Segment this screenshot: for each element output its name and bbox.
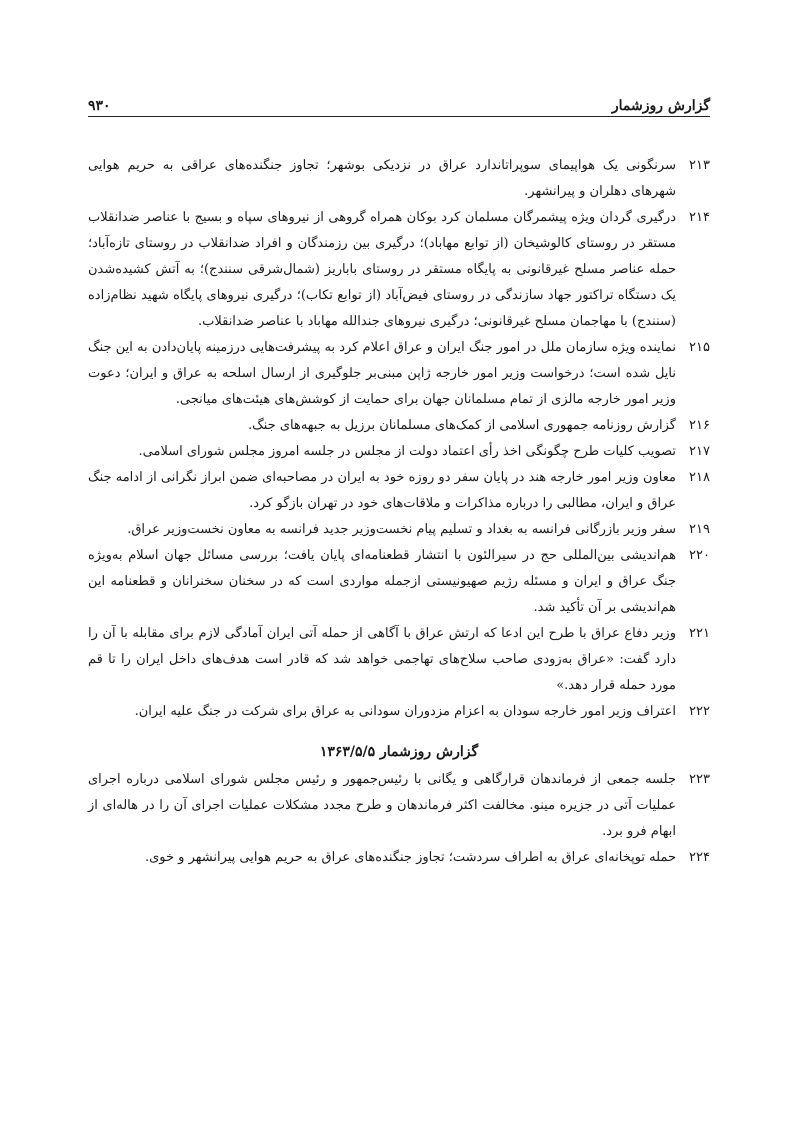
entry-number: ۲۱۶	[689, 418, 710, 433]
page-header	[88, 88, 710, 117]
entry-text: حمله توپخانه‌ای عراق به اطراف سردشت؛ تجاوز جنگنده‌های عراق به حریم هوایی پیرانشهر و خوی.	[144, 850, 676, 865]
entry-number: ۲۱۸	[689, 470, 710, 485]
entry-item	[88, 465, 710, 517]
page-number: ۹۳۰	[88, 98, 111, 114]
entry-number: ۲۲۳	[689, 772, 710, 787]
entry-item	[88, 845, 710, 871]
entry-text: درگیری گردان ویژه پیشمرگان مسلمان کرد بوکان همراه گروهی از نیروهای سپاه و بسیج با عناصر ضدانقلاب مستقر در روستای کالوشیخان (از توابع مهاباد)؛ درگیری بین رزمندگان و افراد ضدانقلاب در روستای تازه‌آباد؛ حمله عناصر مسلح غیرقانونی به پایگاه مستقر در روستای باباریز (شمال‌شرقی سنندج)؛ به آتش کشیده‌شدن یک دستگاه تراکتور جهاد سازندگی در روستای فیض‌آباد (از توابع تکاب)؛ درگیری نیروهای پایگاه شهید نظام‌زاده (سنندج) با مهاجمان مسلح غیرقانونی؛ درگیری نیروهای جندالله مهاباد با عناصر ضدانقلاب.	[88, 210, 676, 329]
entry-text: معاون وزیر امور خارجه هند در پایان سفر دو روزه خود به ایران در مصاحبه‌ای ضمن ابراز نگرانی از ادامه جنگ عراق و ایران، مطالبی را درباره مذاکرات و ملاقات‌های خود در تهران بازگو کرد.	[88, 470, 676, 511]
entry-number: ۲۱۹	[689, 522, 710, 537]
entry-number: ۲۱۵	[689, 340, 710, 355]
entry-text: وزیر دفاع عراق با طرح این ادعا که ارتش عراق با آگاهی از حمله آتی ایران آمادگی لازم برای مقابله با آن را دارد گفت: «عراق به‌زودی صاحب سلاح‌های تهاجمی خواهد شد که قادر است هدف‌های داخل ایران را تا قم مورد حمله قرار دهد.»	[88, 626, 676, 693]
entries-group-1	[88, 153, 710, 725]
entry-text: هم‌اندیشی بین‌المللی حج در سیرالئون با انتشار قطعنامه‌ای پایان یافت؛ بررسی مسائل جهان اسلام به‌ویژه جنگ عراق و ایران و مسئله رژیم صهیونیستی ازجمله مواردی است که در سخنان سخنرانان و قطعنامه این هم‌اندیشی بر آن تأکید شد.	[88, 548, 676, 615]
entries-group-2	[88, 767, 710, 871]
running-title: گزارش روزشمار	[611, 98, 710, 114]
entry-text: سرنگونی یک هواپیمای سوپراتاندارد عراق در نزدیکی بوشهر؛ تجاوز جنگنده‌های عراقی به حریم هوایی شهرهای دهلران و پیرانشهر.	[88, 158, 676, 199]
entry-item	[88, 699, 710, 725]
entry-item	[88, 517, 710, 543]
section-title: گزارش روزشمار ۱۳۶۳/۵/۵	[319, 744, 479, 760]
entries-list	[88, 153, 710, 871]
entry-number: ۲۱۳	[689, 158, 710, 173]
entry-item	[88, 767, 710, 845]
entry-text: نماینده ویژه سازمان ملل در امور جنگ ایران و عراق اعلام کرد به پیشرفت‌هایی درزمینه پایان‌دادن به این جنگ نایل شده است؛ درخواست وزیر امور خارجه ژاپن مبنی‌بر جلوگیری از ارسال اسلحه به عراق و ایران؛ دعوت وزیر امور خارجه مالزی از تمام مسلمانان جهان برای حمایت از کوشش‌های هیئت‌های میانجی.	[88, 340, 676, 407]
entry-number: ۲۲۱	[689, 626, 710, 641]
entry-item	[88, 335, 710, 413]
entry-item	[88, 439, 710, 465]
entry-text: اعتراف وزیر امور خارجه سودان به اعزام مزدوران سودانی به عراق برای شرکت در جنگ علیه ایران.	[134, 704, 676, 719]
entry-number: ۲۲۰	[689, 548, 710, 563]
entry-number: ۲۱۴	[689, 210, 710, 225]
entry-item	[88, 205, 710, 335]
entry-item	[88, 543, 710, 621]
entry-text: تصویب کلیات طرح چگونگی اخذ رأی اعتماد دولت از مجلس در جلسه امروز مجلس شورای اسلامی.	[138, 444, 676, 459]
entry-text: جلسه جمعی از فرماندهان قرارگاهی و یگانی با رئیس‌جمهور و رئیس مجلس شورای اسلامی درباره اجرای عملیات آتی در جزیره مینو. مخالفت اکثر فرماندهان و طرح مجدد مشکلات عملیات اجرای آن را در هاله‌ای از ابهام فرو برد.	[88, 772, 676, 839]
entry-item	[88, 413, 710, 439]
entry-number: ۲۱۷	[689, 444, 710, 459]
entry-item	[88, 621, 710, 699]
document-page	[88, 88, 710, 1078]
entry-text: سفر وزیر بازرگانی فرانسه به بغداد و تسلیم پیام نخست‌وزیر جدید فرانسه به معاون نخست‌وزیر عراق.	[127, 522, 676, 537]
entry-text: گزارش روزنامه جمهوری اسلامی از کمک‌های مسلمانان برزیل به جبهه‌های جنگ.	[247, 418, 676, 433]
entry-number: ۲۲۲	[689, 704, 710, 719]
entry-number: ۲۲۴	[689, 850, 710, 865]
entry-item	[88, 153, 710, 205]
